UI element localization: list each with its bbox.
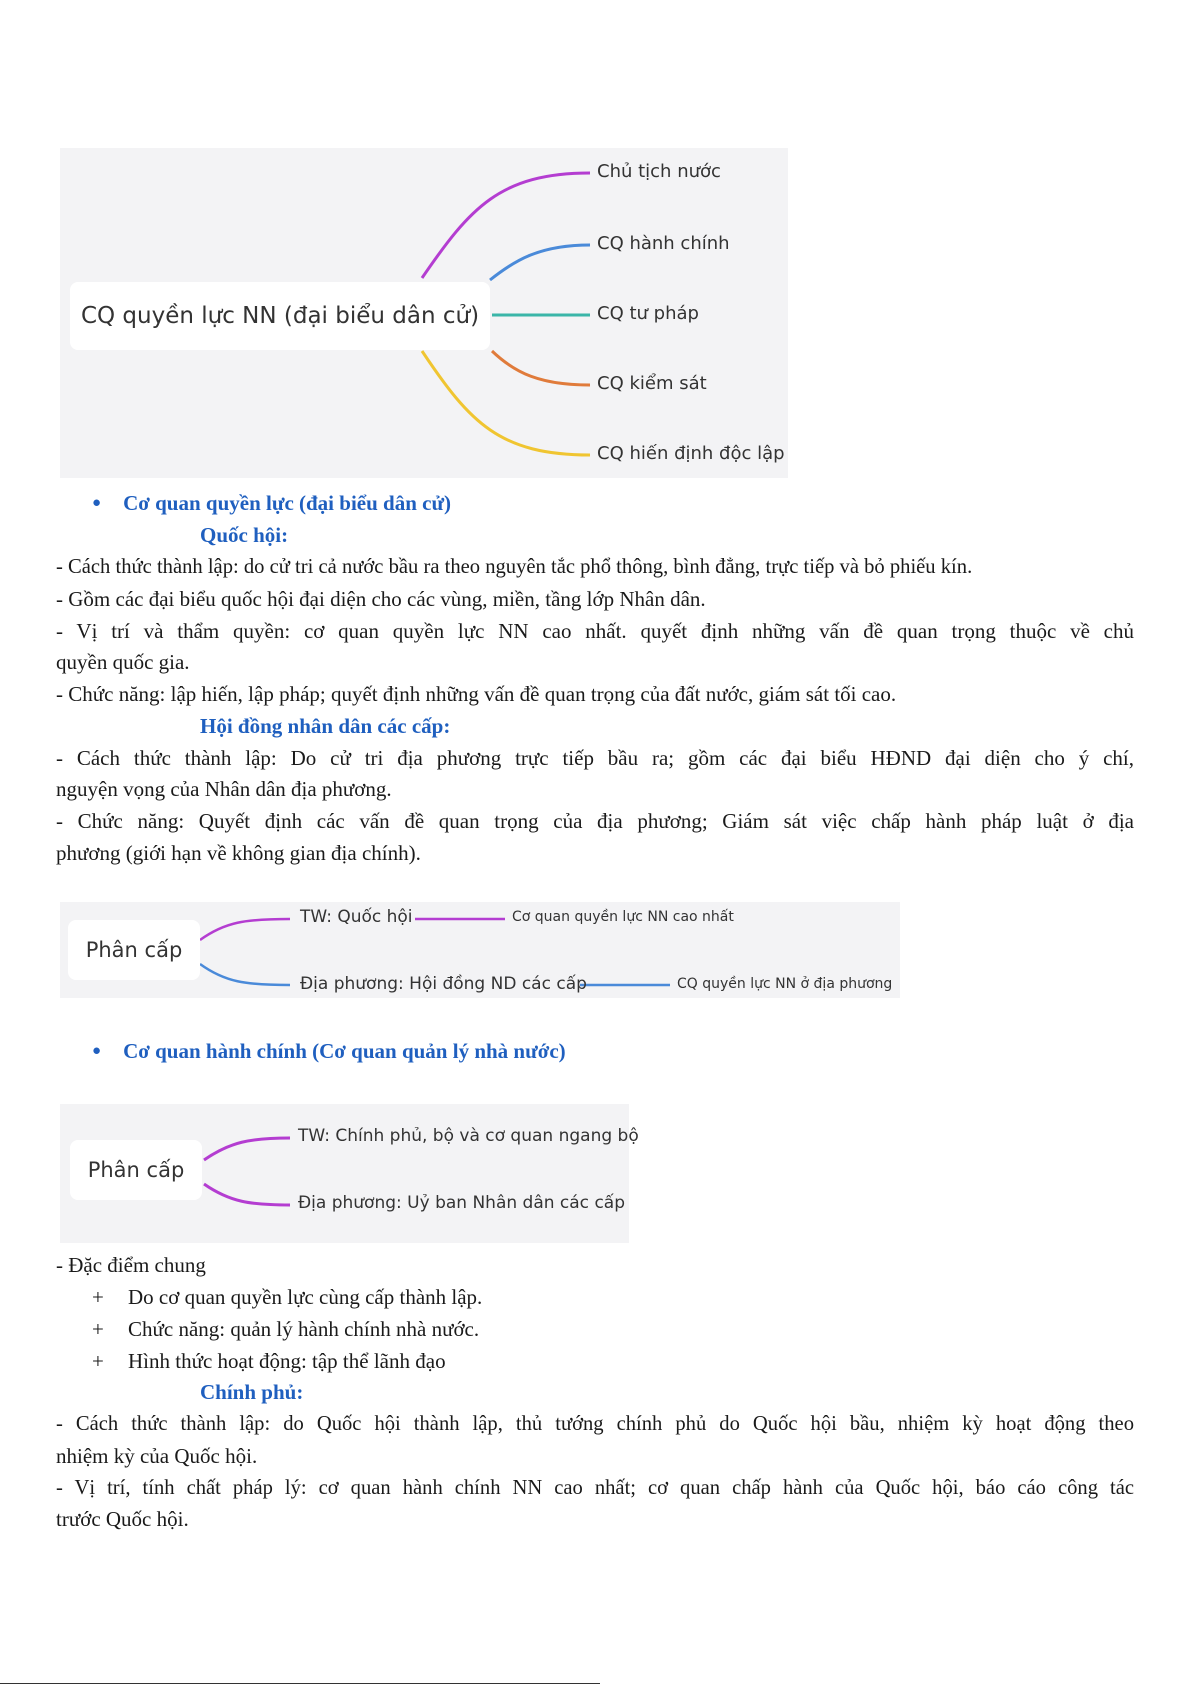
subheading-quoc-hoi: Quốc hội:: [200, 523, 289, 547]
text-line: - Chức năng: lập hiến, lập pháp; quyết định những vấn đề quan trọng của đất nước, giám sát tối cao.: [56, 682, 897, 706]
section-heading-power-organs: [92, 488, 451, 518]
branch-tw-leaf: Cơ quan quyền lực NN cao nhất: [512, 909, 734, 925]
plus-marker: +: [92, 1285, 104, 1309]
branch-cq-hien-dinh: CQ hiến định độc lập: [597, 443, 785, 464]
mindmap-admin-hierarchy: [60, 1104, 639, 1243]
mindmap-power-hierarchy: [60, 902, 900, 998]
text-line: phương (giới hạn về không gian địa chính).: [56, 841, 421, 865]
bullet-dot: ●: [92, 495, 102, 511]
text-line: - Gồm các đại biểu quốc hội đại diện cho các vùng, miền, tầng lớp Nhân dân.: [56, 587, 706, 611]
branch-cq-hanh-chinh: CQ hành chính: [597, 233, 730, 254]
mindmap-center-node: Phân cấp: [68, 920, 200, 980]
text-line: - Cách thức thành lập: Do cử tri địa phương trực tiếp bầu ra; gồm các đại biểu HĐND đại diện cho ý chí,: [56, 746, 1134, 770]
branch-chu-tich-nuoc: Chủ tịch nước: [597, 161, 721, 182]
bullet-dot: ●: [92, 1043, 102, 1059]
list-item: [92, 1282, 482, 1312]
branch-dia-phuong: Địa phương: Hội đồng ND các cấp: [300, 974, 587, 994]
subheading-hoi-dong: Hội đồng nhân dân các cấp:: [200, 714, 451, 738]
subheading-chinh-phu: Chính phủ:: [200, 1380, 304, 1404]
plus-marker: +: [92, 1349, 104, 1373]
heading-text: Cơ quan hành chính (Cơ quan quản lý nhà nước): [123, 1039, 566, 1063]
heading-text: Cơ quan quyền lực (đại biểu dân cử): [123, 491, 452, 515]
branch-dia-phuong: Địa phương: Uỷ ban Nhân dân các cấp: [298, 1193, 625, 1213]
list-item-text: Hình thức hoạt động: tập thể lãnh đạo: [128, 1349, 446, 1373]
text-line: - Cách thức thành lập: do Quốc hội thành lập, thủ tướng chính phủ do Quốc hội bầu, nhiệm kỳ hoạt động theo: [56, 1413, 1134, 1435]
text-line: quyền quốc gia.: [56, 650, 190, 674]
text-line: - Vị trí và thẩm quyền: cơ quan quyền lực NN cao nhất. quyết định những vấn đề quan trọng thuộc về chủ: [56, 619, 1134, 643]
section-heading-admin-organs: [92, 1036, 566, 1066]
list-item-text: Do cơ quan quyền lực cùng cấp thành lập.: [128, 1285, 483, 1309]
branch-cq-tu-phap: CQ tư pháp: [597, 303, 699, 324]
mindmap-center-node: Phân cấp: [70, 1140, 202, 1200]
page-bottom-rule: [0, 1683, 600, 1684]
text-line: nguyện vọng của Nhân dân địa phương.: [56, 777, 392, 801]
branch-dia-phuong-leaf: CQ quyền lực NN ở địa phương: [677, 976, 893, 992]
plus-marker: +: [92, 1317, 104, 1341]
mindmap-center-node: CQ quyền lực NN (đại biểu dân cử): [70, 282, 490, 350]
mindmap-power-organs: [60, 148, 788, 478]
branch-cq-kiem-sat: CQ kiểm sát: [597, 373, 707, 394]
branch-tw: TW: Quốc hội: [300, 907, 413, 927]
text-line: - Chức năng: Quyết định các vấn đề quan trọng của địa phương; Giám sát việc chấp hành pháp luật ở địa: [56, 809, 1134, 833]
branch-tw: TW: Chính phủ, bộ và cơ quan ngang bộ: [298, 1126, 639, 1146]
text-line: - Cách thức thành lập: do cử tri cả nước bầu ra theo nguyên tắc phổ thông, bình đẳng, trực tiếp và bỏ phiếu kín.: [56, 556, 973, 578]
text-line: - Vị trí, tính chất pháp lý: cơ quan hành chính NN cao nhất; cơ quan chấp hành của Quốc hội, báo cáo công tác: [56, 1477, 1134, 1499]
list-item: [92, 1346, 446, 1376]
text-line: - Đặc điểm chung: [56, 1253, 206, 1277]
list-item: [92, 1314, 479, 1344]
text-line: trước Quốc hội.: [56, 1507, 189, 1531]
text-line: nhiệm kỳ của Quốc hội.: [56, 1444, 258, 1468]
list-item-text: Chức năng: quản lý hành chính nhà nước.: [128, 1317, 480, 1341]
